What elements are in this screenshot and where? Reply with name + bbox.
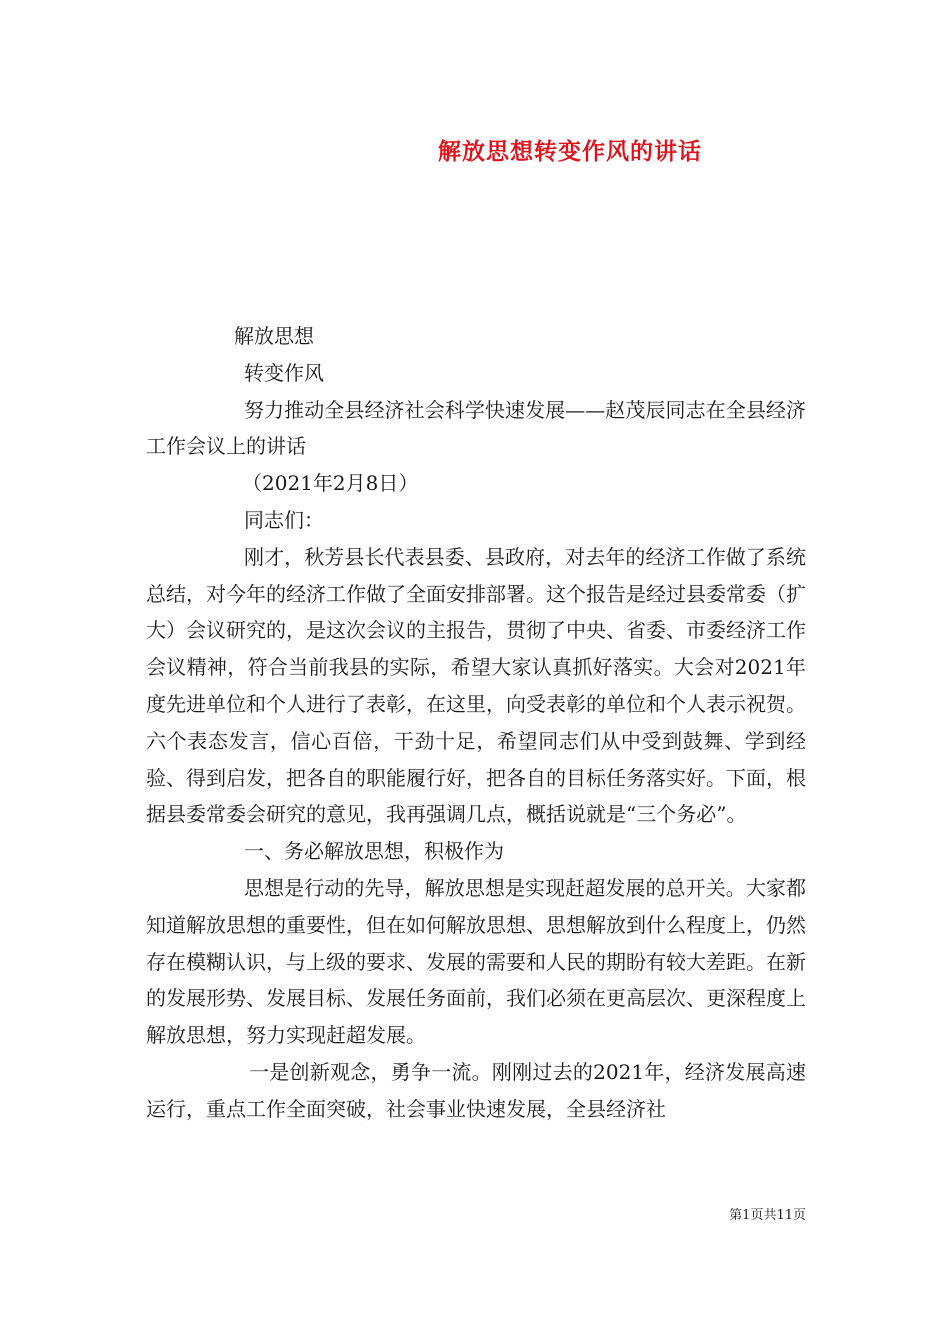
document-body — [146, 318, 806, 1128]
paragraph-subtitle: 努力推动全县经济社会科学快速发展——赵茂辰同志在全县经济工作会议上的讲话 — [146, 397, 806, 459]
paragraph-point-one: 一是创新观念，勇争一流。刚刚过去的2021年，经济发展高速运行，重点工作全面突破，社会事业快速发展，全县经济社 — [146, 1059, 806, 1121]
paragraph-heading-1: 解放思想 — [234, 324, 314, 348]
page-number-footer: 第1页共11页 — [729, 1208, 806, 1223]
paragraph-section-heading: 一、务必解放思想，积极作为 — [244, 839, 504, 864]
paragraph-heading-2: 转变作风 — [244, 360, 324, 385]
paragraph-intro: 刚才，秋芳县长代表县委、县政府，对去年的经济工作做了系统总结，对今年的经济工作做了全面安排部署。这个报告是经过县委常委（扩大）会议研究的，是这次会议的主报告，贯彻了中央、省委、市委经济工作会议精神，符合当前我县的实际，希望大家认真抓好落实。大会对2021年度先进单位和个人进行了表彰，在这里，向受表彰的单位和个人表示祝贺。六个表态发言，信心百倍，干劲十足，希望同志们从中受到鼓舞、学到经验、得到启发，把各自的职能履行好，把各自的目标任务落实好。下面，根据县委常委会研究的意见，我再强调几点，概括说就是“三个务必”。 — [146, 544, 806, 827]
paragraph-section-body: 思想是行动的先导，解放思想是实现赶超发展的总开关。大家都知道解放思想的重要性，但在如何解放思想、思想解放到什么程度上，仍然存在模糊认识，与上级的要求、发展的需要和人民的期盼有较大差距。在新的发展形势、发展目标、发展任务面前，我们必须在更高层次、更深程度上解放思想，努力实现赶超发展。 — [146, 875, 806, 1048]
paragraph-date: （2021年2月8日） — [242, 471, 419, 496]
document-title: 解放思想转变作风的讲话 — [438, 138, 702, 165]
paragraph-salutation: 同志们： — [244, 507, 324, 532]
